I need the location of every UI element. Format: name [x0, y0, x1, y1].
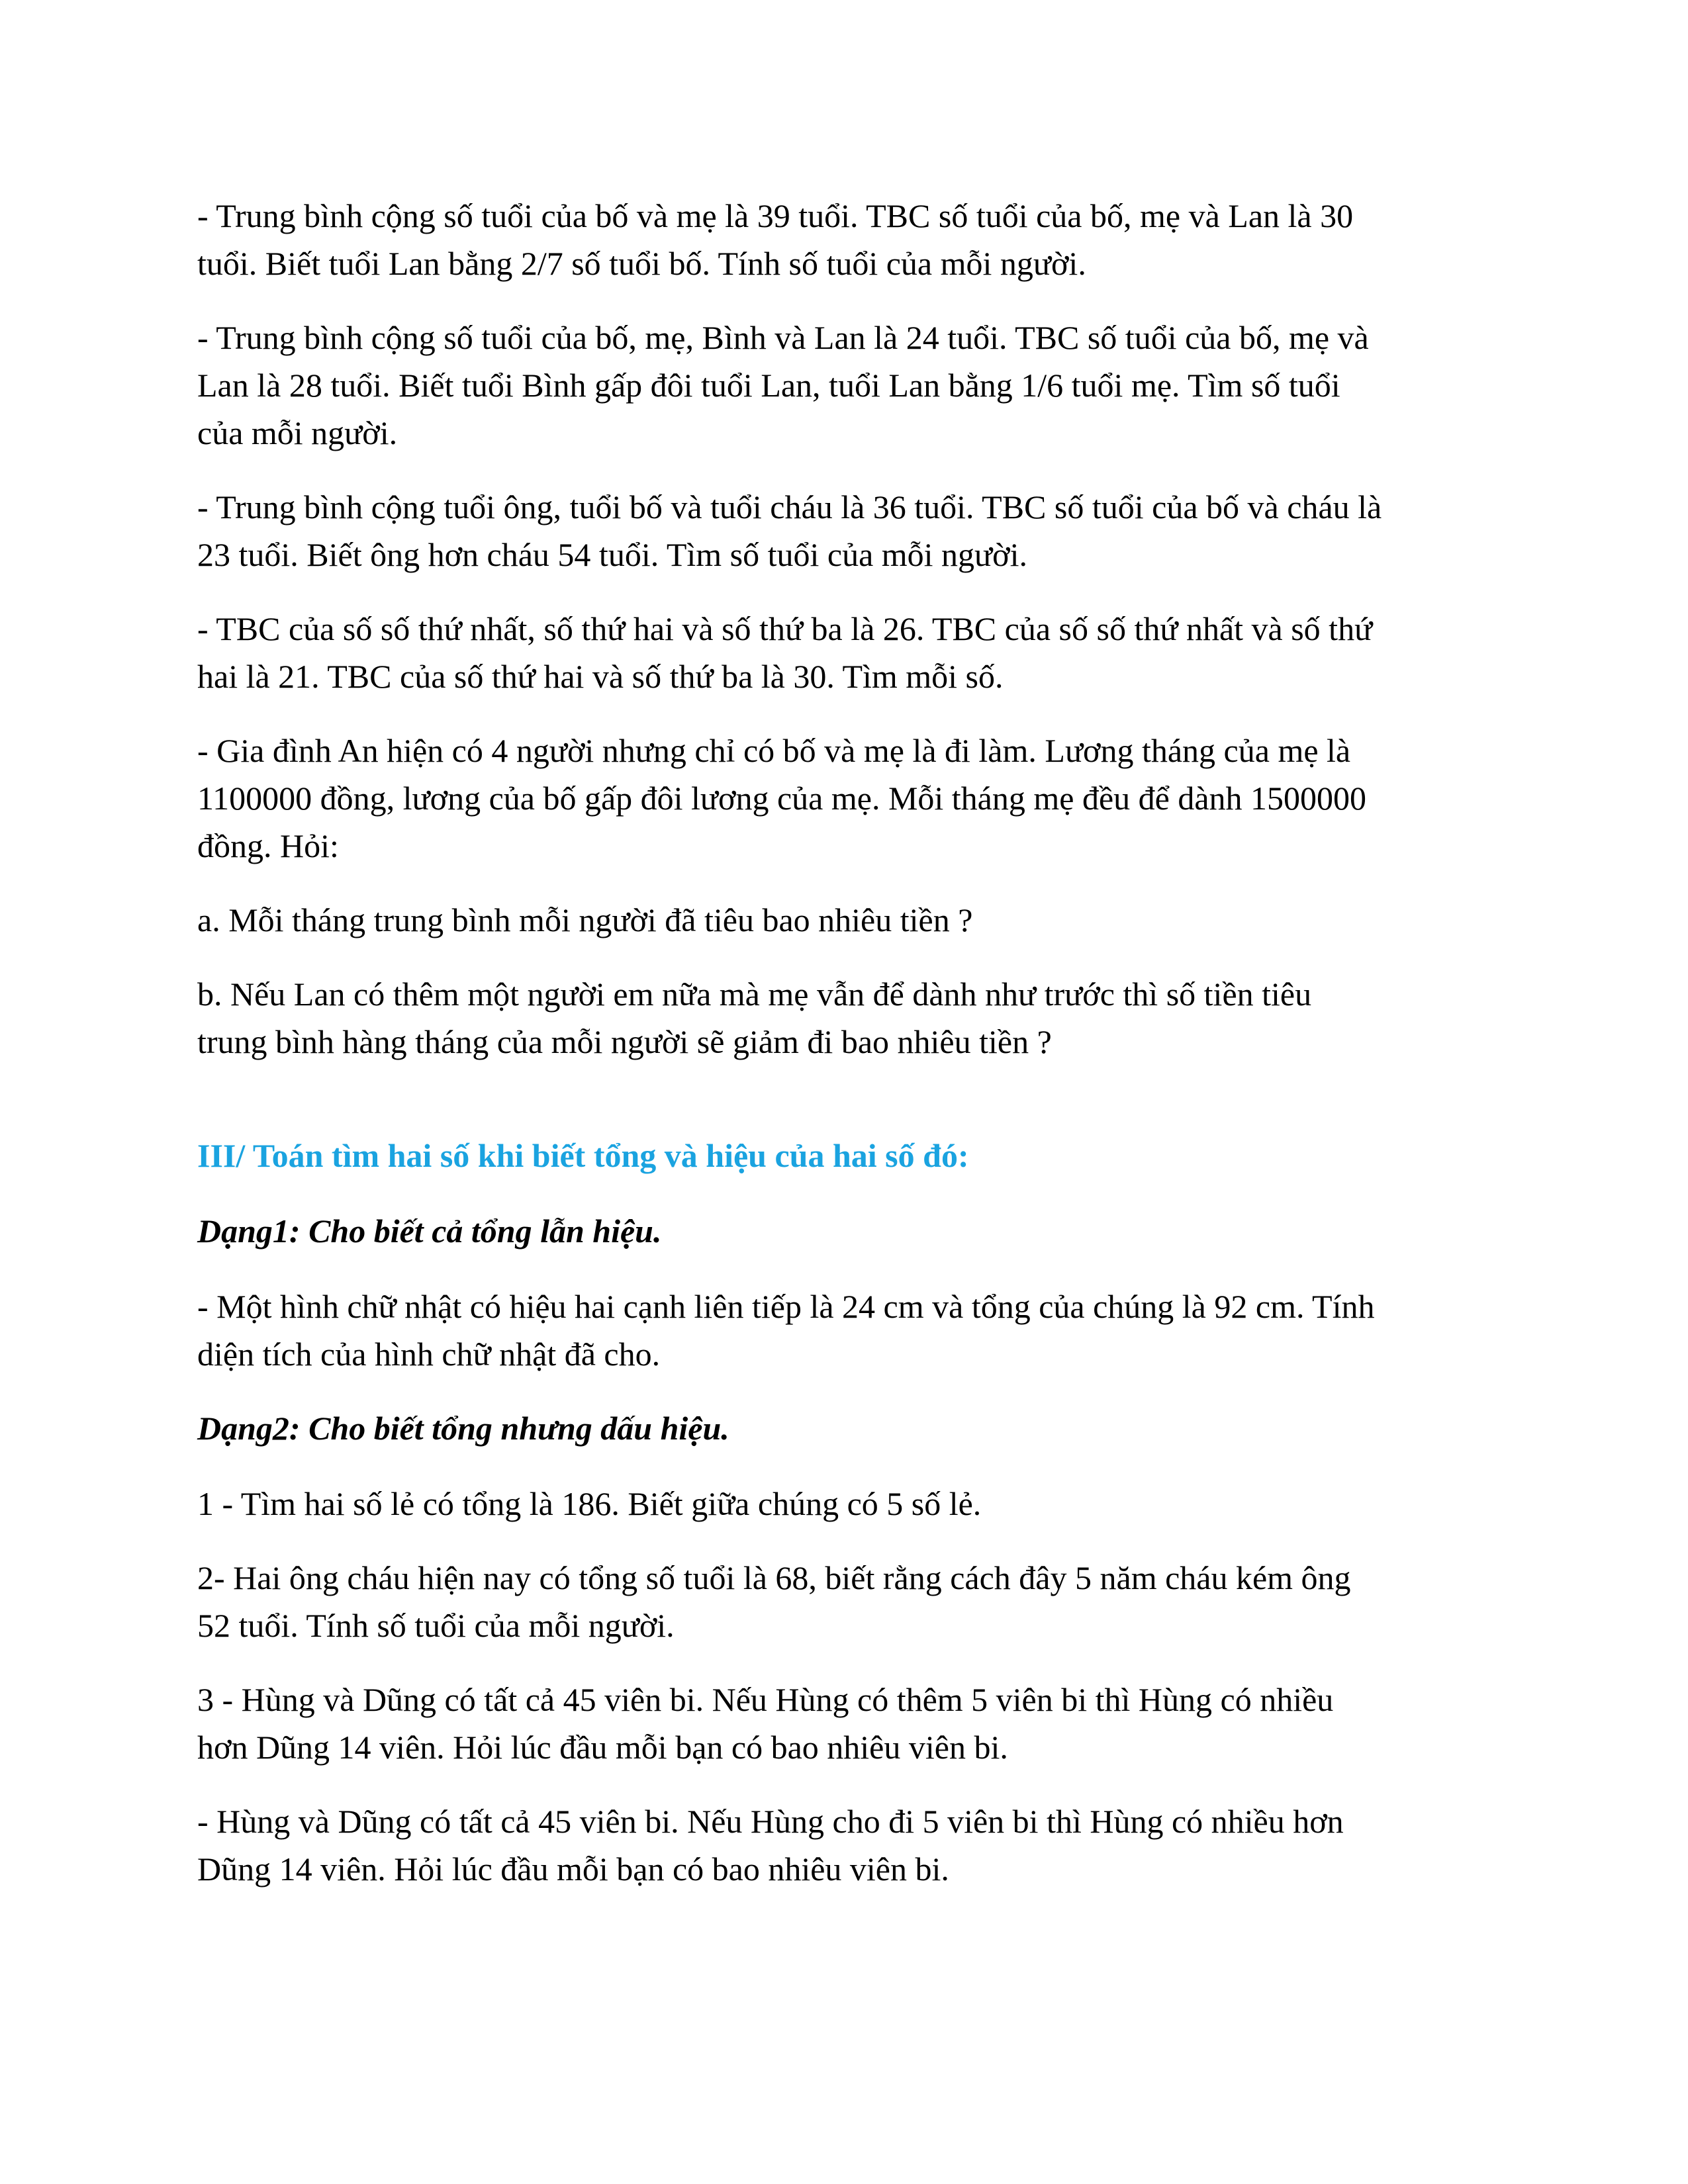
text-line: hơn Dũng 14 viên. Hỏi lúc đầu mỗi bạn có bao nhiêu viên bi.	[197, 1729, 1008, 1766]
dang1-title	[197, 1207, 1495, 1255]
dang2-title	[197, 1404, 1495, 1452]
text-line: 1100000 đồng, lương của bố gấp đôi lương của mẹ. Mỗi tháng mẹ đều để dành 1500000	[197, 780, 1367, 817]
problem-paragraph	[197, 1797, 1495, 1893]
text-line: a. Mỗi tháng trung bình mỗi người đã tiêu bao nhiêu tiền ?	[197, 901, 973, 938]
text-line: 3 - Hùng và Dũng có tất cả 45 viên bi. Nếu Hùng có thêm 5 viên bi thì Hùng có nhiều	[197, 1681, 1334, 1718]
problem-paragraph	[197, 192, 1495, 287]
text-line: 1 - Tìm hai số lẻ có tổng là 186. Biết giữa chúng có 5 số lẻ.	[197, 1485, 982, 1522]
text-line: hai là 21. TBC của số thứ hai và số thứ ba là 30. Tìm mỗi số.	[197, 658, 1004, 695]
dang2-title-text: Dạng2: Cho biết tổng nhưng dấu hiệu.	[197, 1410, 729, 1447]
text-line: diện tích của hình chữ nhật đã cho.	[197, 1336, 661, 1373]
problem-paragraph	[197, 1676, 1495, 1771]
question-b	[197, 970, 1495, 1066]
problem-paragraph	[197, 1283, 1495, 1378]
problem-paragraph	[197, 1480, 1495, 1527]
question-a	[197, 896, 1495, 944]
text-line: - Trung bình cộng số tuổi của bố và mẹ là 39 tuổi. TBC số tuổi của bố, mẹ và Lan là 30	[197, 197, 1354, 234]
text-line: 52 tuổi. Tính số tuổi của mỗi người.	[197, 1607, 675, 1644]
text-line: 23 tuổi. Biết ông hơn cháu 54 tuổi. Tìm số tuổi của mỗi người.	[197, 536, 1027, 573]
text-line: đồng. Hỏi:	[197, 827, 339, 864]
document-body	[197, 192, 1495, 1919]
text-line: Dũng 14 viên. Hỏi lúc đầu mỗi bạn có bao nhiêu viên bi.	[197, 1850, 949, 1888]
text-line: - Hùng và Dũng có tất cả 45 viên bi. Nếu Hùng cho đi 5 viên bi thì Hùng có nhiều hơn	[197, 1803, 1344, 1840]
problem-paragraph	[197, 483, 1495, 578]
problem-paragraph	[197, 727, 1495, 870]
text-line: - Trung bình cộng tuổi ông, tuổi bố và tuổi cháu là 36 tuổi. TBC số tuổi của bố và cháu là	[197, 488, 1382, 525]
text-line: Lan là 28 tuổi. Biết tuổi Bình gấp đôi tuổi Lan, tuổi Lan bằng 1/6 tuổi mẹ. Tìm số tuổi	[197, 367, 1340, 404]
section-heading	[197, 1132, 1495, 1179]
text-line: - Gia đình An hiện có 4 người nhưng chỉ có bố và mẹ là đi làm. Lương tháng của mẹ là	[197, 732, 1351, 769]
problem-paragraph	[197, 314, 1495, 457]
text-line: của mỗi người.	[197, 414, 398, 451]
text-line: b. Nếu Lan có thêm một người em nữa mà mẹ vẫn để dành như trước thì số tiền tiêu	[197, 976, 1312, 1013]
text-line: - Một hình chữ nhật có hiệu hai cạnh liên tiếp là 24 cm và tổng của chúng là 92 cm. Tính	[197, 1288, 1375, 1325]
dang1-title-text: Dạng1: Cho biết cả tổng lẫn hiệu.	[197, 1212, 662, 1250]
text-line: trung bình hàng tháng của mỗi người sẽ giảm đi bao nhiêu tiền ?	[197, 1023, 1052, 1060]
problem-paragraph	[197, 1554, 1495, 1649]
text-line: 2- Hai ông cháu hiện nay có tổng số tuổi là 68, biết rằng cách đây 5 năm cháu kém ông	[197, 1559, 1351, 1596]
section-heading-text: III/ Toán tìm hai số khi biết tổng và hiệu của hai số đó:	[197, 1137, 969, 1174]
text-line: - TBC của số số thứ nhất, số thứ hai và số thứ ba là 26. TBC của số số thứ nhất và số thứ	[197, 610, 1373, 647]
text-line: - Trung bình cộng số tuổi của bố, mẹ, Bình và Lan là 24 tuổi. TBC số tuổi của bố, mẹ và	[197, 319, 1369, 356]
text-line: tuổi. Biết tuổi Lan bằng 2/7 số tuổi bố. Tính số tuổi của mỗi người.	[197, 245, 1086, 282]
problem-paragraph	[197, 605, 1495, 700]
